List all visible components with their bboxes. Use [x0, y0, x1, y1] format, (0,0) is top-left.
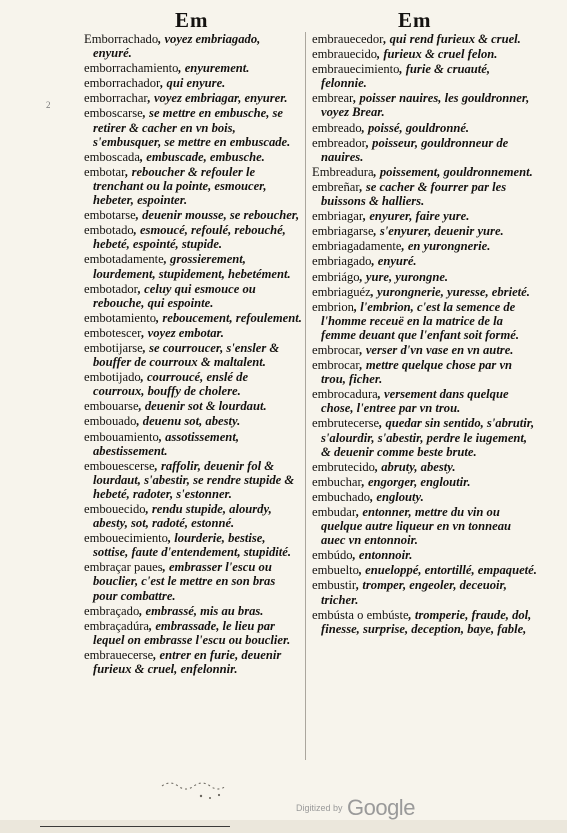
dictionary-entry: [84, 61, 302, 75]
entry-headword: emboscada: [84, 149, 140, 164]
dictionary-entry: [312, 121, 538, 135]
entry-headword: embraçadúra: [84, 618, 150, 633]
left-column: [84, 32, 302, 677]
entry-headword: embouado: [84, 414, 137, 429]
entry-headword: embotadamente: [84, 252, 164, 267]
entry-headword: embotijado: [84, 370, 141, 385]
entry-headword: emborrachador: [84, 76, 161, 91]
entry-definition: , voyez embriagar, enyurer.: [147, 91, 288, 106]
entry-headword: embrocadura: [312, 387, 378, 402]
entry-headword: embustir: [312, 578, 357, 593]
entry-headword: embrutecido: [312, 459, 375, 474]
entry-definition: , se courroucer, s'ensler & bouffer de courroux & maltalent.: [93, 340, 280, 370]
entry-definition: , lourderie, bestise, sottise, faute d'entendement, stupidité.: [93, 531, 292, 560]
entry-definition: , voyez embriagado, enyuré.: [93, 32, 261, 61]
entry-headword: embreador: [312, 135, 366, 150]
entry-headword: embotado: [84, 223, 134, 238]
entry-headword: embouecido: [84, 502, 146, 516]
entry-definition: , entrer en furie, deuenir furieux & cruel, enfelonnir.: [93, 647, 282, 677]
entry-headword: embriagadamente: [312, 239, 402, 254]
entry-definition: , englouty.: [370, 489, 424, 504]
entry-headword: Emborrachado: [84, 32, 159, 46]
entry-definition: , s'enyurer, deuenir yure.: [373, 224, 504, 239]
dictionary-entry: [312, 180, 538, 208]
dictionary-entry: [312, 358, 538, 386]
entry-headword: embotijarse: [84, 340, 143, 355]
dictionary-entry: [84, 150, 302, 164]
dictionary-entry: [312, 47, 538, 61]
entry-definition: , yurongnerie, yuresse, ebrieté.: [370, 284, 530, 299]
entry-headword: embudar: [312, 505, 357, 519]
dictionary-entry: [312, 91, 538, 119]
watermark-brand: Google: [346, 795, 415, 820]
dictionary-entry: [312, 209, 538, 223]
entry-definition: , tromperie, fraude, dol, finesse, surprise, deception, baye, fable,: [321, 607, 532, 636]
entry-definition: , embrasser l'escu ou bouclier, c'est le mettre en son bras pour combattre.: [93, 560, 276, 603]
entry-definition: , poisser nauires, les gouldronner, voyez Brear.: [321, 91, 530, 120]
entry-headword: embrauecido: [312, 47, 378, 62]
entry-definition: , furie & cruauté, felonnie.: [321, 62, 491, 91]
entry-headword: embraçar paues: [84, 560, 163, 575]
dictionary-entry: [312, 254, 538, 268]
entry-definition: , raffolir, deuenir fol & lourdaut, s'abestir, se rendre stupide & hebeté, radoter, s'estonner.: [93, 458, 295, 501]
dictionary-entry: [84, 619, 302, 647]
dictionary-entry: [84, 223, 302, 251]
dictionary-entry: [84, 165, 302, 207]
entry-definition: , mettre quelque chose par vn trou, ficher.: [321, 358, 513, 387]
entry-headword: embuelto: [312, 563, 359, 578]
entry-headword: embraçado: [84, 603, 140, 618]
entry-definition: , furieux & cruel felon.: [377, 47, 498, 62]
entry-definition: , embrassé, mis au bras.: [139, 603, 264, 618]
dictionary-entry: [312, 578, 538, 606]
entry-headword: embotar: [84, 164, 126, 179]
entry-definition: , l'embrion, c'est la semence de l'homme receuë en la matrice de la femme deuant que l'enfant soit formé.: [321, 299, 519, 342]
dictionary-entry: [312, 505, 538, 547]
right-column: [312, 32, 538, 637]
running-head-left: Em: [175, 8, 209, 32]
entry-definition: , poissement, gouldronnement.: [373, 164, 533, 179]
entry-definition: , reboucher & refouler le trenchant ou la pointe, esmoucer, hebeter, espointer.: [93, 164, 267, 208]
entry-definition: , qui enyure.: [160, 76, 226, 91]
entry-headword: embotarse: [84, 208, 136, 223]
entry-headword: embouecimiento: [84, 531, 168, 546]
entry-definition: , enyurer, faire yure.: [363, 209, 470, 224]
dictionary-entry: [312, 387, 538, 415]
entry-headword: embriagar: [312, 209, 364, 224]
dictionary-entry: [84, 208, 302, 222]
entry-headword: emborrachamiento: [84, 61, 179, 76]
entry-definition: , entonner, mettre du vin ou quelque autre liqueur en vn tonneau auec vn entonnoir.: [321, 505, 511, 548]
entry-headword: embrauecimiento: [312, 62, 400, 77]
dictionary-entry: [312, 239, 538, 253]
entry-definition: , assotissement, abestissement.: [93, 429, 239, 458]
dictionary-entry: [312, 343, 538, 357]
ornament-icon: [160, 778, 230, 790]
entry-headword: emborrachar: [84, 91, 148, 106]
dictionary-entry: [84, 648, 302, 676]
entry-definition: , qui rend furieux & cruel.: [383, 32, 521, 46]
dictionary-entry: [84, 459, 302, 501]
entry-definition: , quedar sin sentido, s'abrutir, s'alourdir, s'abestir, perdre le iugement, & deuenir comme beste brute.: [321, 416, 535, 459]
dictionary-entry: [84, 414, 302, 428]
entry-definition: , deuenir mousse, se reboucher,: [135, 208, 300, 223]
entry-definition: , se cacher & fourrer par les buissons & halliers.: [321, 179, 507, 209]
page-header: [0, 8, 567, 32]
dictionary-entry: [312, 490, 538, 504]
dictionary-entry: [312, 32, 538, 46]
dictionary-entry: [84, 341, 302, 369]
dictionary-entry: [312, 416, 538, 458]
entry-definition: , embuscade, embusche.: [139, 149, 265, 164]
entry-headword: embotescer: [84, 325, 142, 340]
entry-definition: , deuenu sot, abesty.: [136, 414, 241, 429]
dictionary-entry: [312, 300, 538, 342]
dictionary-entry: [312, 608, 538, 636]
entry-definition: , celuy qui esmouce ou rebouche, qui espointe.: [93, 281, 256, 310]
entry-headword: embrocar: [312, 342, 360, 357]
dictionary-entry: [312, 285, 538, 299]
entry-definition: , courroucé, enslé de courroux, bouffy de cholere.: [93, 370, 249, 399]
entry-definition: , enueloppé, entortillé, empaqueté.: [358, 563, 537, 578]
digitized-watermark: [296, 795, 415, 821]
dictionary-entry: [312, 136, 538, 164]
dictionary-entry: [84, 76, 302, 90]
entry-definition: , embrassade, le lieu par lequel on embrasse l'escu ou bouclier.: [93, 618, 291, 647]
column-divider: [305, 32, 306, 760]
entry-headword: embouarse: [84, 399, 139, 414]
scan-line: [40, 826, 230, 827]
entry-headword: embrion: [312, 299, 354, 314]
dictionary-entry: [84, 252, 302, 280]
entry-definition: , yure, yurongne.: [359, 269, 449, 284]
dictionary-entry: [84, 430, 302, 458]
dictionary-entry: [84, 32, 302, 60]
margin-mark: 2: [46, 100, 51, 110]
running-head-right: Em: [398, 8, 432, 32]
dictionary-entry: [312, 165, 538, 179]
entry-definition: , verser d'vn vase en vn autre.: [359, 342, 514, 357]
entry-headword: emboscarse: [84, 106, 143, 121]
entry-definition: , versement dans quelque chose, l'entree par vn trou.: [321, 387, 509, 416]
entry-headword: embriagarse: [312, 224, 374, 239]
entry-definition: , voyez embotar.: [141, 325, 224, 340]
entry-definition: , poissé, gouldronné.: [361, 120, 470, 135]
entry-headword: embreado: [312, 120, 362, 135]
dictionary-entry: [312, 62, 538, 90]
entry-definition: , reboucement, refoulement.: [156, 310, 302, 325]
entry-definition: , enyurement.: [178, 61, 250, 76]
entry-definition: , enyuré.: [371, 254, 417, 269]
dictionary-entry: [84, 399, 302, 413]
entry-headword: embuchar: [312, 474, 362, 489]
entry-headword: embúdo: [312, 548, 353, 563]
dictionary-entry: [312, 475, 538, 489]
entry-definition: , esmoucé, refoulé, rebouché, hebeté, espointé, stupide.: [93, 223, 286, 252]
entry-headword: embuchado: [312, 489, 371, 504]
entry-definition: , grossierement, lourdement, stupidement, hebetément.: [93, 252, 291, 281]
entry-headword: embouescerse: [84, 458, 155, 473]
entry-definition: , entonnoir.: [352, 548, 413, 563]
dictionary-entry: [84, 91, 302, 105]
entry-headword: embrauecerse: [84, 647, 154, 662]
entry-headword: Embreadura: [312, 164, 374, 179]
dictionary-entry: [84, 282, 302, 310]
entry-headword: embústa o embúste: [312, 607, 409, 622]
entry-definition: , se mettre en embusche, se retirer & cacher en vn bois, s'embusquer, se mettre en embuscade.: [93, 106, 291, 149]
entry-headword: embrutecerse: [312, 416, 380, 431]
dictionary-entry: [84, 370, 302, 398]
dictionary-entry: [84, 326, 302, 340]
dictionary-entry: [84, 604, 302, 618]
entry-definition: , tromper, engeoler, deceuoir, tricher.: [321, 578, 507, 607]
entry-headword: embriagado: [312, 254, 372, 269]
dictionary-entry: [84, 560, 302, 602]
entry-definition: , engorger, engloutir.: [361, 474, 471, 489]
entry-headword: embotamiento: [84, 310, 157, 325]
entry-headword: embrear: [312, 91, 354, 106]
entry-definition: , rendu stupide, alourdy, abesty, sot, radoté, estonné.: [93, 502, 272, 531]
dictionary-entry: [312, 224, 538, 238]
entry-headword: embotador: [84, 281, 138, 296]
dictionary-entry: [312, 563, 538, 577]
entry-headword: embriágo: [312, 269, 360, 284]
dictionary-entry: [312, 460, 538, 474]
entry-headword: embreñar: [312, 179, 360, 194]
watermark-prefix: Digitized by: [296, 803, 343, 813]
entry-headword: embrocar: [312, 358, 360, 373]
ornament-dot-icon: [195, 790, 225, 802]
dictionary-entry: [84, 106, 302, 148]
dictionary-entry: [312, 270, 538, 284]
entry-headword: embouamiento: [84, 429, 159, 444]
dictionary-entry: [84, 502, 302, 530]
entry-headword: embriaguéz: [312, 284, 371, 299]
dictionary-entry: [84, 531, 302, 559]
entry-definition: , abruty, abesty.: [374, 459, 456, 474]
entry-definition: , poisseur, gouldronneur de nauires.: [321, 135, 509, 164]
entry-definition: , deuenir sot & lourdaut.: [138, 399, 267, 414]
entry-headword: embrauecedor: [312, 32, 384, 46]
entry-definition: , en yurongnerie.: [401, 239, 491, 254]
dictionary-entry: [312, 548, 538, 562]
dictionary-entry: [84, 311, 302, 325]
